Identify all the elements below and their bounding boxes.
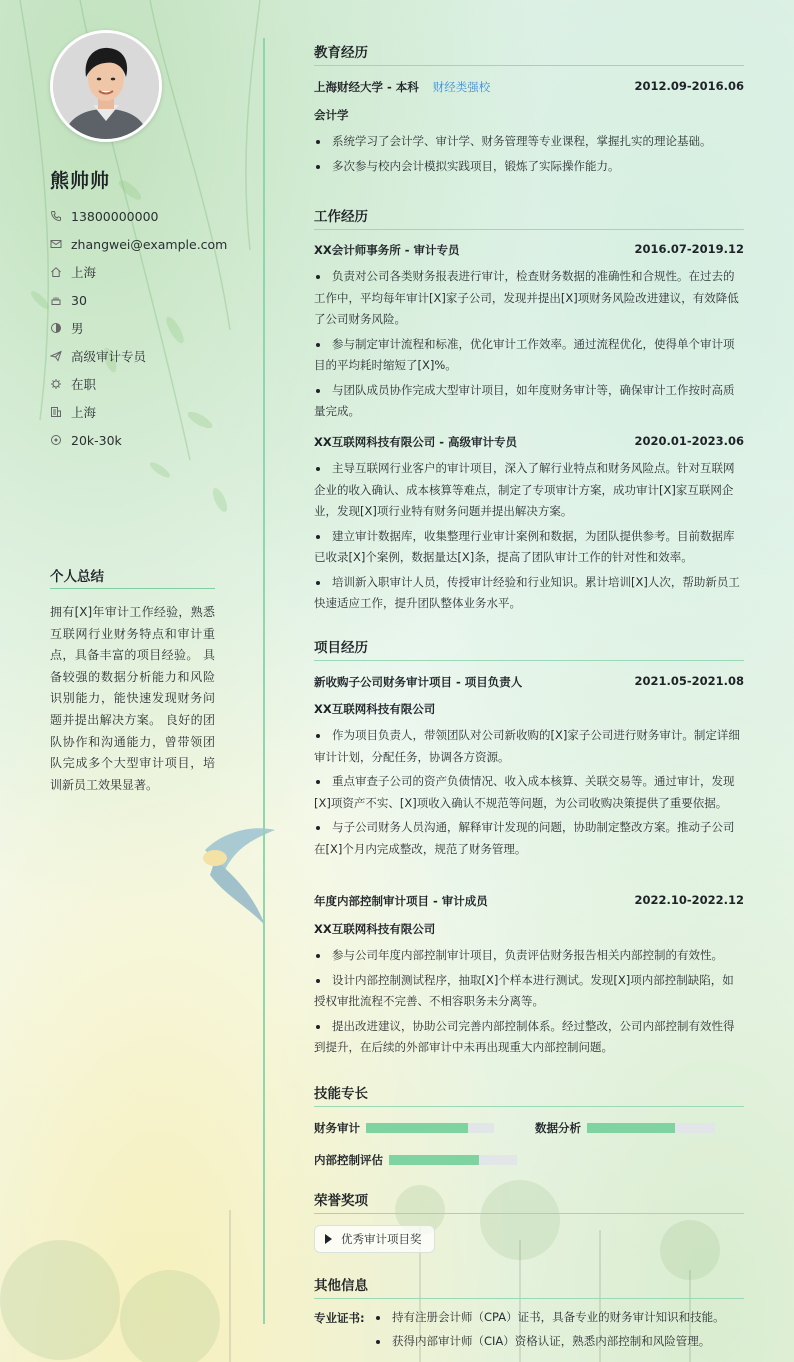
info-text: 20k-30k	[71, 432, 122, 448]
paper-plane-icon	[50, 350, 62, 362]
other-title: 其他信息	[314, 1274, 744, 1299]
job-title: XX互联网科技有限公司 - 高级审计专员	[314, 435, 518, 449]
summary-title: 个人总结	[50, 565, 215, 589]
list-item: 提出改进建议，协助公司完善内部控制体系。经过整改，公司内部控制有效性得到提升，在后续的外部审计中未再出现重大内部控制问题。	[314, 1016, 744, 1059]
education-bullets	[314, 131, 744, 180]
column-divider	[263, 38, 265, 1324]
info-salary	[50, 426, 225, 454]
info-text: 男	[71, 321, 84, 336]
info-phone	[50, 202, 225, 230]
building-icon	[50, 406, 62, 418]
list-item: 参与制定审计流程和标准，优化审计工作效率。通过流程优化，使得单个审计项目的平均耗时缩短了[X]%。	[314, 334, 744, 377]
skills-title: 技能专长	[314, 1082, 744, 1107]
certificate-list	[374, 1307, 754, 1355]
info-position	[50, 342, 225, 370]
email-icon	[50, 238, 62, 250]
education-title: 教育经历	[314, 41, 744, 66]
job-head	[314, 434, 744, 452]
skill-bar	[587, 1123, 715, 1133]
gender-icon	[50, 322, 62, 334]
info-email	[50, 230, 228, 258]
info-text: 上海	[71, 265, 97, 280]
avatar	[50, 30, 162, 142]
job-title: XX会计师事务所 - 审计专员	[314, 243, 460, 257]
projects-title: 项目经历	[314, 636, 744, 661]
skill-item	[314, 1152, 517, 1168]
skill-bar-fill	[587, 1123, 675, 1133]
award-label: 优秀审计项目奖	[341, 1232, 422, 1246]
awards-title: 荣誉奖项	[314, 1189, 744, 1214]
list-item: 与团队成员协作完成大型审计项目，如年度财务审计等，确保审计工作按时高质量完成。	[314, 380, 744, 423]
list-item: 持有注册会计师（CPA）证书，具备专业的财务审计知识和技能。	[374, 1307, 754, 1328]
list-item: 重点审查子公司的资产负债情况、收入成本核算、关联交易等。通过审计，发现[X]项资产不实、[X]项收入确认不规范等问题，为公司收购决策提供了重要依据。	[314, 771, 744, 814]
school-name: 上海财经大学 - 本科	[314, 80, 419, 94]
candidate-name: 熊帅帅	[50, 170, 111, 192]
age-icon	[50, 294, 62, 306]
info-text: 高级审计专员	[71, 349, 147, 364]
project-head	[314, 893, 744, 911]
skill-bar-fill	[389, 1155, 479, 1165]
skill-name: 内部控制评估	[314, 1153, 383, 1167]
skill-name: 财务审计	[314, 1121, 360, 1135]
school-tag: 财经类强校	[432, 80, 491, 94]
info-text: zhangwei@example.com	[71, 236, 228, 252]
info-work-city	[50, 398, 225, 426]
list-item: 多次参与校内会计模拟实践项目，锻炼了实际操作能力。	[314, 156, 744, 178]
project-company: XX互联网科技有限公司	[314, 702, 436, 716]
job-date: 2016.07-2019.12	[634, 242, 744, 256]
major: 会计学	[314, 108, 349, 122]
project-date: 2022.10-2022.12	[634, 893, 744, 907]
skill-bar-fill	[366, 1123, 468, 1133]
skill-name: 数据分析	[535, 1121, 581, 1135]
job-bullets	[314, 266, 744, 426]
education-date: 2012.09-2016.06	[634, 79, 744, 93]
contact-info-list	[50, 202, 228, 454]
list-item: 参与公司年度内部控制审计项目，负责评估财务报告相关内部控制的有效性。	[314, 945, 744, 967]
skill-bar	[366, 1123, 494, 1133]
list-item: 作为项目负责人，带领团队对公司新收购的[X]家子公司进行财务审计。制定详细审计计划，分配任务，协调各方资源。	[314, 725, 744, 768]
skill-bar	[389, 1155, 517, 1165]
info-text: 在职	[71, 377, 97, 392]
project-company: XX互联网科技有限公司	[314, 922, 436, 936]
skill-item	[314, 1120, 494, 1136]
project-bullets	[314, 725, 744, 863]
list-item: 获得内部审计师（CIA）资格认证，熟悉内部控制和风险管理。	[374, 1331, 754, 1352]
work-title: 工作经历	[314, 205, 744, 230]
list-item: 主导互联网行业客户的审计项目，深入了解行业特点和财务风险点。针对互联网企业的收入确认、成本核算等难点，制定了专项审计方案，成功审计[X]家互联网企业，发现[X]项行业特有财务问题并提出解决方案。	[314, 458, 744, 523]
list-item: 设计内部控制测试程序，抽取[X]个样本进行测试。发现[X]项内部控制缺陷，如授权审批流程不完善、不相容职务未分离等。	[314, 970, 744, 1013]
avatar-portrait-icon	[53, 33, 159, 139]
summary-text: 拥有[X]年审计工作经验，熟悉互联网行业财务特点和审计重点，具备丰富的项目经验。 具备较强的数据分析能力和风险识别能力，能快速发现财务问题并提出解决方案。 良好的团队协作和沟通能力，曾带领团队完成多个大型审计项目，培训新员工效果显著。	[50, 605, 215, 792]
project-bullets	[314, 945, 744, 1062]
list-item: 与子公司财务人员沟通，解释审计发现的问题，协助制定整改方案。推动子公司在[X]个月内完成整改，规范了财务管理。	[314, 817, 744, 860]
info-gender	[50, 314, 225, 342]
job-head	[314, 242, 744, 260]
list-item: 建立审计数据库，收集整理行业审计案例和数据，为团队提供参考。目前数据库已收录[X]个案例，数据量达[X]条，提高了团队审计工作的针对性和效率。	[314, 526, 744, 569]
info-text: 30	[71, 292, 87, 308]
job-date: 2020.01-2023.06	[634, 434, 744, 448]
phone-icon	[50, 210, 62, 222]
salary-icon	[50, 434, 62, 446]
job-bullets	[314, 458, 744, 618]
status-icon	[50, 378, 62, 390]
education-head	[314, 79, 744, 97]
info-age	[50, 286, 225, 314]
info-location	[50, 258, 225, 286]
home-icon	[50, 266, 62, 278]
info-text: 上海	[71, 405, 97, 420]
info-text: 13800000000	[71, 208, 159, 224]
certificate-label: 专业证书:	[314, 1311, 365, 1325]
project-date: 2021.05-2021.08	[634, 674, 744, 688]
info-status	[50, 370, 225, 398]
project-head	[314, 674, 744, 692]
list-item: 培训新入职审计人员，传授审计经验和行业知识。累计培训[X]人次，帮助新员工快速适应工作，提升团队整体业务水平。	[314, 572, 744, 615]
skill-item	[535, 1120, 715, 1136]
list-item: 负责对公司各类财务报表进行审计，检查财务数据的准确性和合规性。在过去的工作中，平均每年审计[X]家子公司，发现并提出[X]项财务风险改进建议，有效降低了公司财务风险。	[314, 266, 744, 331]
list-item: 系统学习了会计学、审计学、财务管理等专业课程，掌握扎实的理论基础。	[314, 131, 744, 153]
award-item[interactable]	[314, 1225, 435, 1253]
project-title: 年度内部控制审计项目 - 审计成员	[314, 894, 488, 908]
project-title: 新收购子公司财务审计项目 - 项目负责人	[314, 675, 523, 689]
play-triangle-icon	[325, 1234, 332, 1244]
